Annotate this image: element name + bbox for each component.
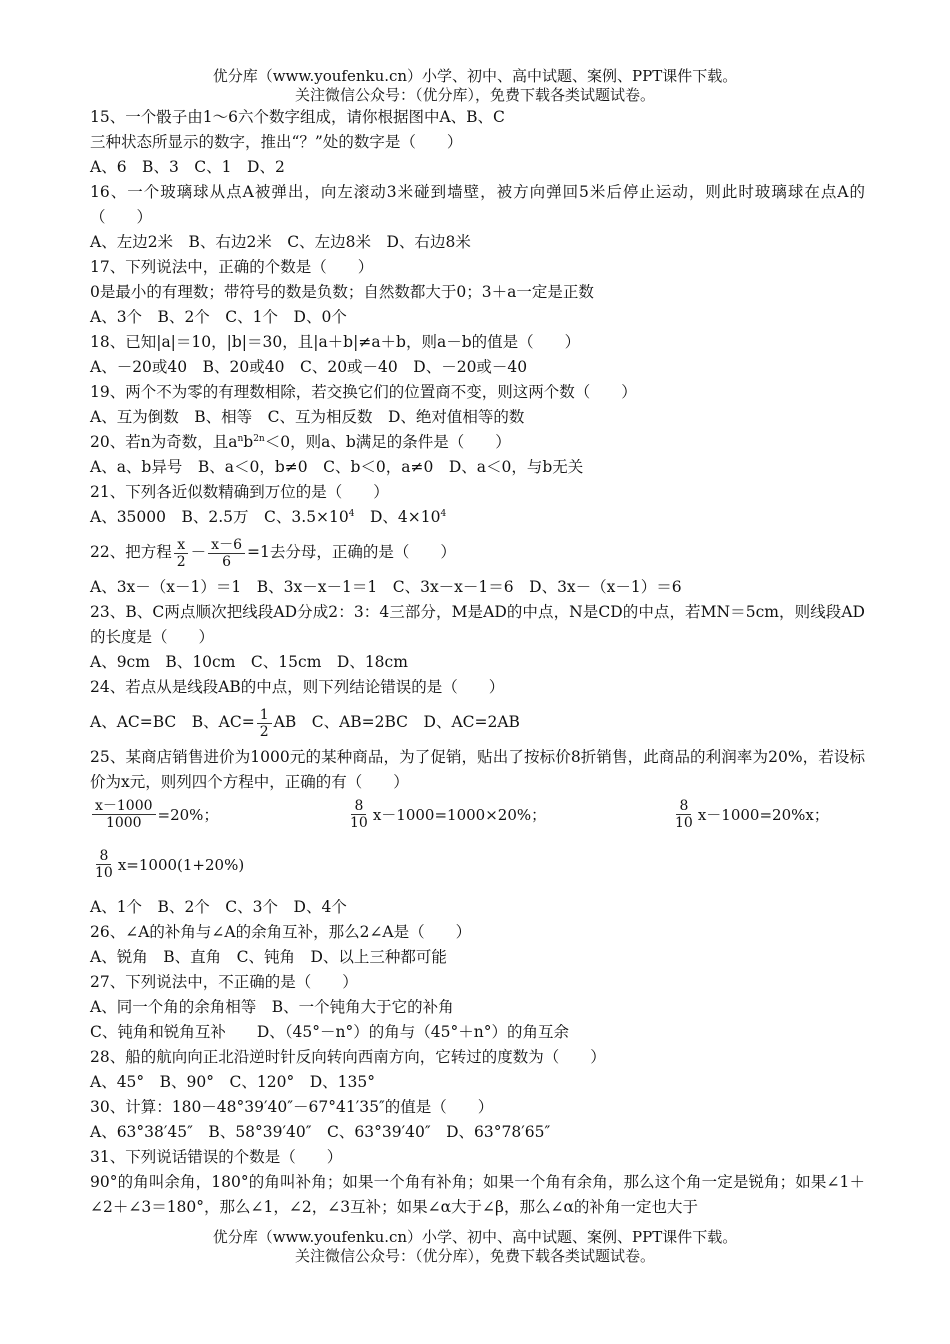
q24-option-a: A、AC=BC B、AC= [90,713,255,731]
q23-stem: 23、B、C两点顺次把线段AD分成2：3：4三部分，M是AD的中点，N是CD的中点，若MN＝5cm，则线段AD的长度是（ ） [90,603,865,646]
q16-stem: 16、一个玻璃球从点A被弹出，向左滚动3米碰到墙壁，被方向弹回5米后停止运动，则此时玻璃球在点A的（ ） [90,183,865,226]
q25-eq2-tail: x－1000=1000×20%； [372,806,547,824]
q21-sup-1: 4 [348,508,355,519]
q22-f1-denominator: 2 [176,553,186,570]
q25-equation-3 [670,798,829,831]
q25-eq3-tail: x－1000=20%x； [697,806,829,824]
q24-f-denominator: 2 [259,723,269,740]
header-line-1: 优分库（www.youfenku.cn）小学、初中、高中试题、案例、PPT课件下载。 [212,67,738,85]
q22-f2-denominator: 6 [222,553,232,570]
q25-eq3-numerator: 8 [676,798,691,815]
exam-content [90,105,865,1220]
q21-stem: 21、下列各近似数精确到万位的是（ ） [90,483,389,501]
q25-equation-1 [90,798,218,831]
q25-equations-row-2 [90,845,865,895]
q25-eq1-fraction [92,798,156,831]
q28-options: A、45° B、90° C、120° D、135° [90,1073,375,1091]
q24-f-numerator: 1 [257,707,272,724]
q30-stem: 30、计算：180－48°39′40″－67°41′35″的值是（ ） [90,1098,494,1116]
q24-options [90,700,865,745]
q20-sup-2n: 2n [253,433,265,444]
q21-sup-2: 4 [440,508,447,519]
q20-sup-n: n [237,433,244,444]
q20-stem-b: b [243,433,254,451]
q22-prefix: 22、把方程 [90,543,172,561]
q22-suffix: =1去分母，正确的是（ ） [246,543,456,561]
q25-equation-4 [90,848,244,881]
footer-line-2: 关注微信公众号：（优分库），免费下载各类试题试卷。 [294,1247,655,1265]
q26-stem: 26、∠A的补角与∠A的余角互补，那么2∠A是（ ） [90,923,472,941]
q20-stem-a: 20、若n为奇数，且a [90,433,238,451]
q28-stem: 28、船的航向向正北沿逆时针反向转向西南方向，它转过的度数为（ ） [90,1048,606,1066]
q18-stem: 18、已知|a|＝10，|b|＝30，且|a＋b|≠a＋b，则a－b的值是（ ） [90,333,581,351]
q26-options: A、锐角 B、直角 C、钝角 D、以上三种都可能 [90,948,447,966]
q25-options: A、1个 B、2个 C、3个 D、4个 [90,898,347,916]
q25-eq2-fraction [347,798,371,831]
q25-eq1-tail: =20%； [157,806,219,824]
q24-option-b: AB C、AB=2BC D、AC=2AB [273,713,520,731]
q19-stem: 19、两个不为零的有理数相除，若交换它们的位置商不变，则这两个数（ ） [90,383,637,401]
q20-options: A、a、b异号 B、a＜0，b≠0 C、b＜0，a≠0 D、a＜0，与b无关 [90,458,584,476]
page-footer [0,1228,950,1266]
q20-stem-c: ＜0，则a、b满足的条件是（ ） [264,433,511,451]
q16-options: A、左边2米 B、右边2米 C、左边8米 D、右边8米 [90,233,471,251]
q25-eq4-fraction [92,848,116,881]
q31-stem: 31、下列说话错误的个数是（ ） [90,1148,343,1166]
q23-options: A、9cm B、10cm C、15cm D、18cm [90,653,408,671]
q25-eq2-numerator: 8 [351,798,366,815]
q22-options: A、3x－（x－1）＝1 B、3x－x－1＝1 C、3x－x－1＝6 D、3x－（x－1）＝6 [90,578,682,596]
q22-f1-numerator: x [174,537,188,554]
q24-fraction [257,707,272,740]
q17-options: A、3个 B、2个 C、1个 D、0个 [90,308,347,326]
q18-options: A、－20或40 B、20或40 C、20或－40 D、－20或－40 [90,358,528,376]
q21-options-b: D、4×10 [354,508,441,526]
q25-eq4-denominator: 10 [95,865,113,881]
q25-stem: 25、某商店销售进价为1000元的某种商品，为了促销，贴出了按标价8折销售，此商品的利润率为20%，若设标价为x元，则列四个方程中，正确的有（ ） [90,748,865,791]
q25-eq4-tail: x=1000(1+20%) [117,855,245,874]
q21-options [90,505,865,530]
q22-f2-numerator: x－6 [208,537,245,554]
footer-line-1: 优分库（www.youfenku.cn）小学、初中、高中试题、案例、PPT课件下载。 [212,1228,738,1246]
q27-options-cd: C、钝角和锐角互补 D、（45°－n°）的角与（45°＋n°）的角互余 [90,1023,569,1041]
q24-stem: 24、若点从是线段AB的中点，则下列结论错误的是（ ） [90,678,505,696]
q22-fraction-1 [174,537,189,570]
q21-options-a: A、35000 B、2.5万 C、3.5×10 [90,508,349,526]
q19-options: A、互为倒数 B、相等 C、互为相反数 D、绝对值相等的数 [90,408,525,426]
q30-options: A、63°38′45″ B、58°39′40″ C、63°39′40″ D、63°78′65″ [90,1123,551,1141]
q25-eq1-denominator: 1000 [105,815,142,831]
q25-equation-2 [345,798,546,831]
q25-eq3-denominator: 10 [675,815,693,831]
q22-minus: － [190,543,207,561]
q27-options-ab: A、同一个角的余角相等 B、一个钝角大于它的补角 [90,998,454,1016]
page-header [0,67,950,105]
q22-fraction-2 [208,537,245,570]
q17-stem: 17、下列说法中，正确的个数是（ ） [90,258,374,276]
q25-eq3-fraction [672,798,696,831]
q20-stem [90,430,865,455]
q17-statements: 0是最小的有理数；带符号的数是负数；自然数都大于0；3＋a一定是正数 [90,283,594,301]
q31-statements: 90°的角叫余角，180°的角叫补角；如果一个角有补角；如果一个角有余角，那么这个角一定是锐角；如果∠1＋∠2＋∠3＝180°，那么∠1，∠2，∠3互补；如果∠α大于∠β，那么∠α的补角一定也大于 [90,1173,865,1216]
q25-eq4-numerator: 8 [96,848,111,865]
q15-stem-line-1: 15、一个骰子由1～6六个数字组成，请你根据图中A、B、C [90,108,505,126]
header-line-2: 关注微信公众号：（优分库），免费下载各类试题试卷。 [294,86,655,104]
q15-stem-line-2: 三种状态所显示的数字，推出“？”处的数字是（ ） [90,133,463,151]
q15-options: A、6 B、3 C、1 D、2 [90,158,285,176]
q22-stem [90,530,865,575]
q25-eq1-numerator: x－1000 [92,798,156,815]
q27-stem: 27、下列说法中，不正确的是（ ） [90,973,358,991]
q25-eq2-denominator: 10 [350,815,368,831]
q25-equations-row-1 [90,795,865,845]
